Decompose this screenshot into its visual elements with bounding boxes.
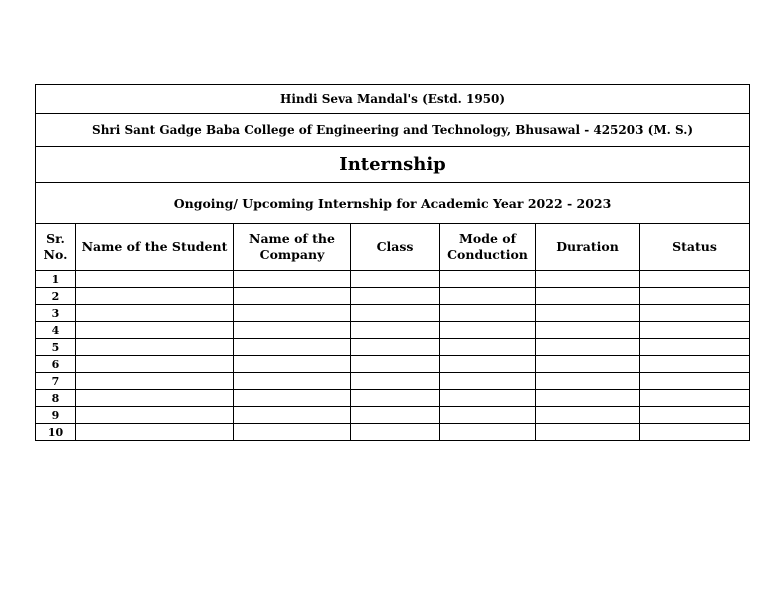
- table-row: [36, 390, 750, 407]
- cell-company[interactable]: [234, 407, 351, 424]
- cell-student[interactable]: [76, 407, 234, 424]
- cell-student[interactable]: [76, 356, 234, 373]
- row-number: 8: [36, 390, 76, 407]
- internship-table: [35, 84, 750, 441]
- cell-class[interactable]: [351, 356, 440, 373]
- cell-class[interactable]: [351, 424, 440, 441]
- col-class: Class: [351, 224, 440, 271]
- row-number: 7: [36, 373, 76, 390]
- subtitle: Ongoing/ Upcoming Internship for Academic Year 2022 - 2023: [36, 183, 750, 224]
- cell-class[interactable]: [351, 339, 440, 356]
- cell-student[interactable]: [76, 305, 234, 322]
- cell-student[interactable]: [76, 288, 234, 305]
- cell-company[interactable]: [234, 356, 351, 373]
- cell-status[interactable]: [640, 424, 750, 441]
- cell-duration[interactable]: [536, 322, 640, 339]
- cell-company[interactable]: [234, 288, 351, 305]
- page-title: Internship: [36, 147, 750, 183]
- table-row: [36, 356, 750, 373]
- col-duration: Duration: [536, 224, 640, 271]
- cell-mode[interactable]: [440, 271, 536, 288]
- cell-mode[interactable]: [440, 390, 536, 407]
- cell-company[interactable]: [234, 322, 351, 339]
- table-row: [36, 271, 750, 288]
- table-row: [36, 339, 750, 356]
- table-row: [36, 322, 750, 339]
- cell-mode[interactable]: [440, 305, 536, 322]
- college-name: Shri Sant Gadge Baba College of Engineering and Technology, Bhusawal - 425203 (M. S.): [36, 114, 750, 147]
- cell-class[interactable]: [351, 271, 440, 288]
- cell-student[interactable]: [76, 271, 234, 288]
- cell-class[interactable]: [351, 288, 440, 305]
- cell-duration[interactable]: [536, 288, 640, 305]
- cell-status[interactable]: [640, 305, 750, 322]
- row-number: 6: [36, 356, 76, 373]
- cell-duration[interactable]: [536, 271, 640, 288]
- cell-status[interactable]: [640, 322, 750, 339]
- cell-duration[interactable]: [536, 390, 640, 407]
- table-row: [36, 424, 750, 441]
- cell-company[interactable]: [234, 424, 351, 441]
- cell-duration[interactable]: [536, 424, 640, 441]
- table-row: [36, 288, 750, 305]
- cell-mode[interactable]: [440, 322, 536, 339]
- row-number: 2: [36, 288, 76, 305]
- cell-company[interactable]: [234, 373, 351, 390]
- cell-mode[interactable]: [440, 373, 536, 390]
- cell-class[interactable]: [351, 322, 440, 339]
- col-sr-no: Sr. No.: [36, 224, 76, 271]
- cell-class[interactable]: [351, 390, 440, 407]
- cell-student[interactable]: [76, 339, 234, 356]
- cell-student[interactable]: [76, 390, 234, 407]
- cell-status[interactable]: [640, 271, 750, 288]
- row-number: 4: [36, 322, 76, 339]
- cell-status[interactable]: [640, 407, 750, 424]
- cell-status[interactable]: [640, 356, 750, 373]
- row-number: 5: [36, 339, 76, 356]
- cell-duration[interactable]: [536, 373, 640, 390]
- cell-company[interactable]: [234, 339, 351, 356]
- cell-duration[interactable]: [536, 407, 640, 424]
- table-row: [36, 373, 750, 390]
- cell-mode[interactable]: [440, 356, 536, 373]
- row-number: 9: [36, 407, 76, 424]
- cell-class[interactable]: [351, 373, 440, 390]
- cell-class[interactable]: [351, 407, 440, 424]
- cell-status[interactable]: [640, 390, 750, 407]
- col-mode: Mode of Conduction: [440, 224, 536, 271]
- cell-student[interactable]: [76, 373, 234, 390]
- cell-mode[interactable]: [440, 407, 536, 424]
- table-row: [36, 305, 750, 322]
- cell-mode[interactable]: [440, 424, 536, 441]
- cell-company[interactable]: [234, 305, 351, 322]
- cell-duration[interactable]: [536, 305, 640, 322]
- col-company-name: Name of the Company: [234, 224, 351, 271]
- cell-duration[interactable]: [536, 356, 640, 373]
- table-row: [36, 407, 750, 424]
- cell-company[interactable]: [234, 390, 351, 407]
- cell-student[interactable]: [76, 322, 234, 339]
- row-number: 1: [36, 271, 76, 288]
- cell-class[interactable]: [351, 305, 440, 322]
- cell-status[interactable]: [640, 373, 750, 390]
- cell-mode[interactable]: [440, 339, 536, 356]
- cell-status[interactable]: [640, 288, 750, 305]
- cell-status[interactable]: [640, 339, 750, 356]
- cell-company[interactable]: [234, 271, 351, 288]
- row-number: 10: [36, 424, 76, 441]
- cell-mode[interactable]: [440, 288, 536, 305]
- row-number: 3: [36, 305, 76, 322]
- internship-form: [35, 84, 749, 441]
- cell-student[interactable]: [76, 424, 234, 441]
- cell-duration[interactable]: [536, 339, 640, 356]
- col-status: Status: [640, 224, 750, 271]
- col-student-name: Name of the Student: [76, 224, 234, 271]
- org-name: Hindi Seva Mandal's (Estd. 1950): [36, 85, 750, 114]
